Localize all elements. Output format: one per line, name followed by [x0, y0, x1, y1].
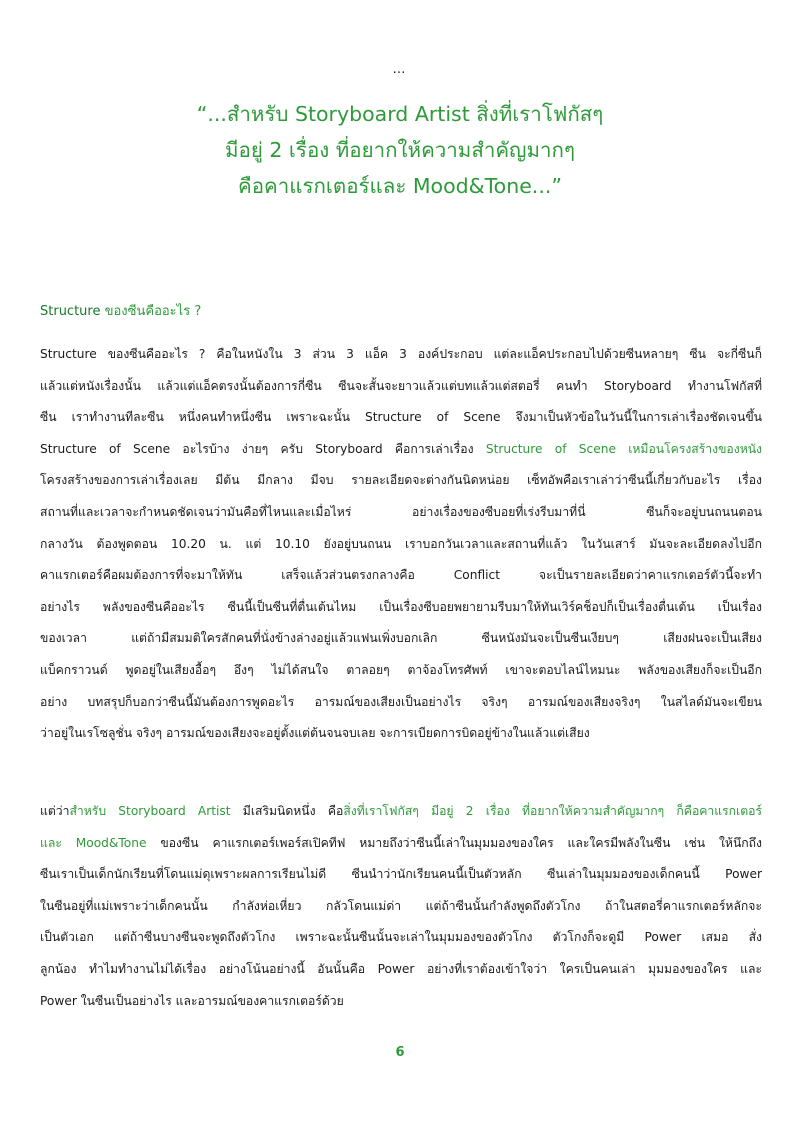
quote-line-2: มีอยู่ 2 เรื่อง ที่อยากให้ความสำคัญมากๆ	[225, 138, 575, 162]
pull-quote	[100, 96, 700, 204]
heading-thai: ของซีนคืออะไร ?	[100, 304, 202, 319]
heading-latin: Structure	[40, 304, 101, 319]
paragraph-text: มีเสริมนิดหนึ่ง คือ	[230, 804, 344, 818]
paragraph-structure	[40, 339, 762, 750]
quote-line-3: คือคาแรกเตอร์และ Mood&Tone...”	[238, 174, 562, 198]
paragraph-line: อย่างไร พลังของซีนคืออะไร ซีนนี้เป็นซีนที่ตื่นเต้นไหม เป็นเรื่องซีบอยพยายามรีบมาให้ทันเวิร์คช็อปก็เป็นเรื่องตื่นเต้น เป็นเรื่อง	[40, 599, 762, 614]
paragraph-storyboard-artist	[40, 796, 762, 1017]
page-number: 6	[395, 1045, 405, 1060]
quote-line-1: “...สำหรับ Storyboard Artist สิ่งที่เราโฟกัสๆ	[196, 102, 604, 126]
paragraph-text: แต่ว่า	[40, 804, 70, 818]
paragraph-line: แบ็คกราวนด์ พูดอยู่ในเสียงอื้อๆ อึงๆ ไม่ได้สนใจ ตาลอยๆ ตาจ้องโทรศัพท์ เขาจะตอบไลน์ไหมนะ พลังของเสียงก็จะเป็นอีก	[40, 662, 762, 677]
paragraph-line: ว่าอยู่ในเรโซลูชั่น จริงๆ อารมณ์ของเสียงจะอยู่ตั้งแต่ต้นจนจบเลย จะการเบียดการบิดอยู่ข้างในแล้วแต่เสียง	[40, 726, 590, 741]
section-heading	[40, 300, 201, 321]
paragraph-line: เป็นตัวเอก แต่ถ้าซีนบางซีนจะพูดถึงตัวโกง เพราะฉะนั้นซีนนั้นจะเล่าในมุมมองของตัวโกง ตัวโกงก็จะดูมี Power เสมอ สั่ง	[40, 930, 762, 945]
paragraph-line: Power ในซีนเป็นอย่างไร และอารมณ์ของคาแรกเตอร์ด้วย	[40, 993, 344, 1008]
paragraph-line: Structure ของซีนคืออะไร ? คือในหนังใน 3 ส่วน 3 แอ็ค 3 องค์ประกอบ แต่ละแอ็คประกอบไปด้วยซีนหลายๆ ซีน จะกี่ซีนก็	[40, 347, 762, 361]
paragraph-line: คาแรกเตอร์คือผมต้องการที่จะมาให้ทัน เสร็จแล้วส่วนตรงกลางคือ Conflict จะเป็นรายละเอียดว่าคาแรกเตอร์ตัวนี้จะทำ	[40, 568, 762, 583]
highlight-text: สิ่งที่เราโฟกัสๆ มีอยู่ 2 เรื่อง ที่อยากให้ความสำคัญมากๆ ก็คือคาแรกเตอร์	[343, 804, 762, 818]
paragraph-text: Structure of Scene อะไรบ้าง ง่ายๆ ครับ Storyboard คือการเล่าเรื่อง	[40, 441, 486, 456]
highlight-text: และ Mood&Tone	[40, 835, 147, 850]
paragraph-line: ซีนเราเป็นเด็กนักเรียนที่โดนแม่ดุเพราะผลการเรียนไม่ดี ซีนนำว่านักเรียนคนนี้เป็นตัวหลัก ซีนเล่าในมุมมองของเด็กคนนี้ Power	[40, 867, 762, 882]
paragraph-line: ซีน เราทำงานทีละซีน หนึ่งคนทำหนึ่งซีน เพราะฉะนั้น Structure of Scene จึงมาเป็นหัวข้อในวันนี้ในการเล่าเรื่องชัดเจนขึ้น	[40, 410, 762, 425]
paragraph-line: สถานที่และเวลาจะกำหนดชัดเจนว่ามันคือที่ไหนและเมื่อไหร่ อย่างเรื่องของซีบอยที่เร่งรีบมาที่นี่ ซีนก็จะอยู่บนถนนตอน	[40, 504, 762, 519]
paragraph-line: ลูกน้อง ทำไมทำงานไม่ได้เรื่อง อย่างโน้นอย่างนี้ อันนั้นคือ Power อย่างที่เราต้องเข้าใจว่า ใครเป็นคนเล่า มุมมองของใคร และ	[40, 961, 762, 976]
paragraph-line	[40, 828, 762, 860]
paragraph-text: ของซีน คาแรกเตอร์เพอร์สเปิคทีฟ หมายถึงว่าซีนนี้เล่าในมุมมองของใคร และใครมีพลังในซีน เช่น ให้นึกถึง	[146, 835, 762, 850]
highlight-text: Structure of Scene เหมือนโครงสร้างของหนัง	[485, 441, 762, 456]
paragraph-line: ของเวลา แต่ถ้ามีสมมติใครสักคนที่นั่งข้างล่างอยู่แล้วแฟนเพิ่งบอกเลิก ซีนหนังมันจะเป็นซีนเงียบๆ เสียงฝนจะเป็นเสียง	[40, 631, 762, 646]
paragraph-line: แล้วแต่หนังเรื่องนั้น แล้วแต่แอ็คตรงนั้นต้องการกี่ซีน ซีนจะสั้นจะยาวแล้วแต่บทแล้วแต่สตอรี่ คนทำ Storyboard ทำงานโฟกัสที่	[40, 378, 762, 393]
section-ellipsis: …	[392, 62, 408, 77]
paragraph-line	[40, 796, 762, 828]
paragraph-line	[40, 434, 762, 466]
paragraph-line: กลางวัน ต้องพูดตอน 10.20 น. แต่ 10.10 ยังอยู่บนถนน เราบอกวันเวลาและสถานที่แล้ว ในวันเสาร์ มันจะละเอียดลงไปอีก	[40, 536, 762, 551]
highlight-text: สำหรับ Storyboard Artist	[69, 804, 231, 818]
paragraph-line: อย่าง บทสรุปก็บอกว่าซีนนี้มันต้องการพูดอะไร อารมณ์ของเสียงเป็นอย่างไร จริงๆ อารมณ์ของเสียงจริงๆ ในสไลด์มันจะเขียน	[40, 694, 762, 709]
paragraph-line: ในซีนอยู่ที่แม่เพราะว่าเด็กคนนั้น กำลังห่อเหี่ยว กลัวโดนแม่ด่า แต่ถ้าซีนนั้นกำลังพูดถึงตัวโกง ถ้าในสตอรี่คาแรกเตอร์หลักจะ	[40, 898, 762, 913]
paragraph-line: โครงสร้างของการเล่าเรื่องเลย มีต้น มีกลาง มีจบ รายละเอียดจะต่างกันนิดหน่อย เซ็ทอัพคือเราเล่าว่าซีนนี้เกี่ยวกับอะไร เรื่อง	[40, 473, 762, 488]
